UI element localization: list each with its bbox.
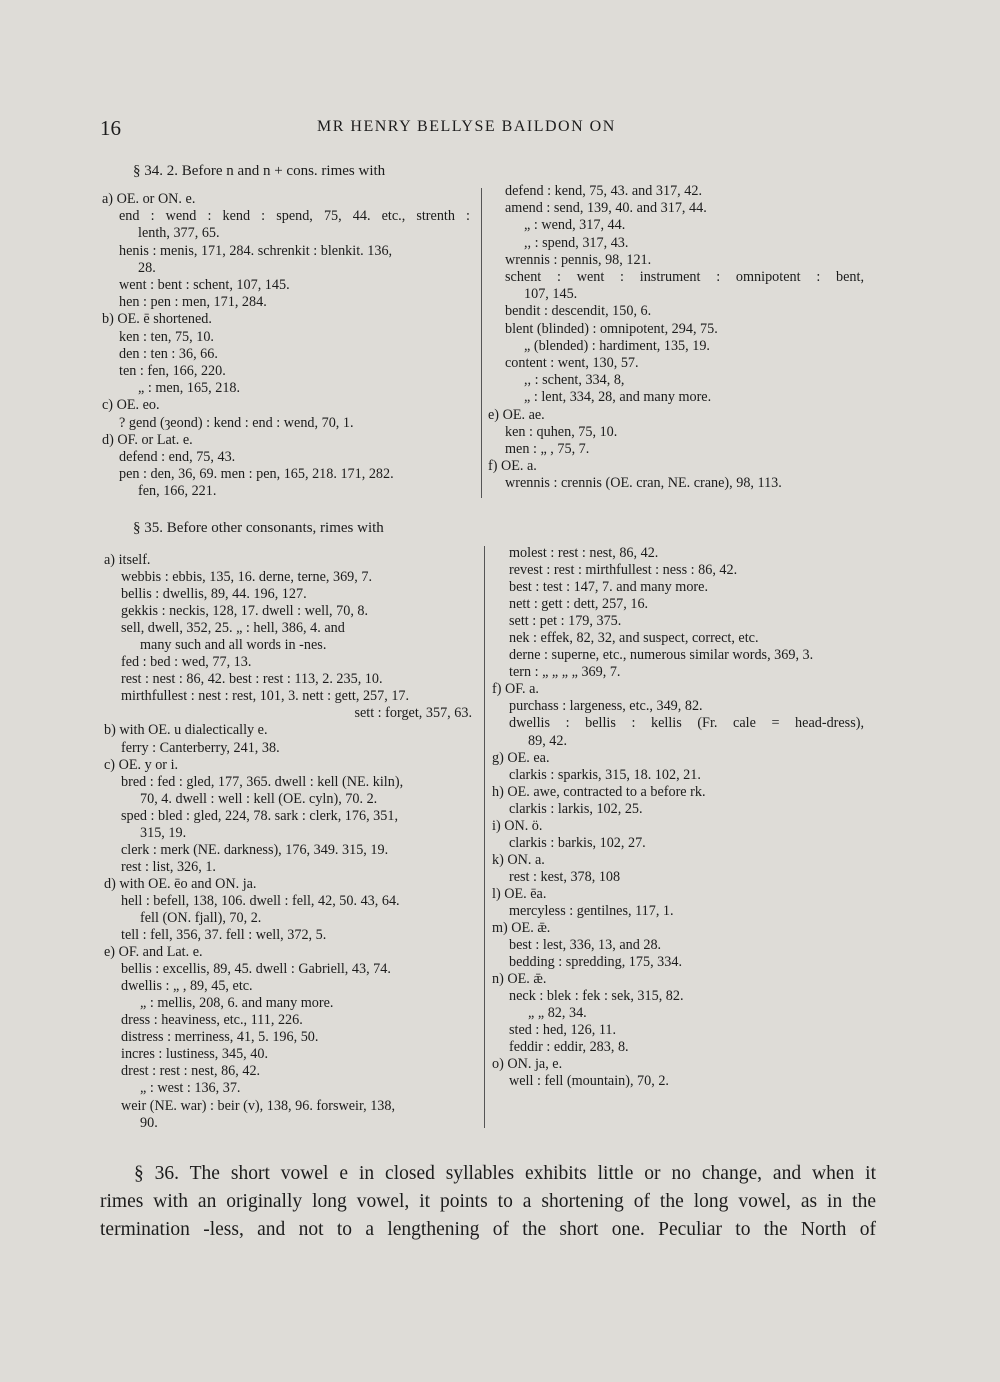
list-item: wrennis : crennis (OE. cran, NE. crane), 98, 113. xyxy=(505,475,782,492)
list-item: webbis : ebbis, 135, 16. derne, terne, 369, 7. xyxy=(121,569,372,586)
list-item: „ : men, 165, 218. xyxy=(138,380,241,397)
list-item: ,, : spend, 317, 43. xyxy=(524,234,629,251)
list-item: pen : den, 36, 69. men : pen, 165, 218. 171, 282. xyxy=(119,466,394,483)
list-item: n) OE. ǣ. xyxy=(492,971,547,988)
list-item: fen, 166, 221. xyxy=(138,483,217,500)
list-item: dwellis : bellis : kellis (Fr. cale = head-dress), xyxy=(509,715,864,732)
list-item: c) OE. eo. xyxy=(102,397,160,414)
column-divider xyxy=(484,546,485,1128)
list-item: dwellis : „ , 89, 45, etc. xyxy=(121,978,253,995)
list-item: clarkis : sparkis, 315, 18. 102, 21. xyxy=(509,766,701,783)
list-item: purchass : largeness, etc., 349, 82. xyxy=(509,698,703,715)
list-item: clerk : merk (NE. darkness), 176, 349. 315, 19. xyxy=(121,841,389,858)
list-item: „ : wend, 317, 44. xyxy=(524,217,626,234)
list-item: clarkis : barkis, 102, 27. xyxy=(509,834,646,851)
list-item: l) OE. ēa. xyxy=(492,885,547,902)
list-item: 107, 145. xyxy=(524,286,578,303)
list-item: sell, dwell, 352, 25. „ : hell, 386, 4. and xyxy=(121,620,345,637)
list-item: 90. xyxy=(140,1114,158,1131)
list-item: went : bent : schent, 107, 145. xyxy=(119,277,290,294)
list-item: end : wend : kend : spend, 75, 44. etc., strenth : xyxy=(119,208,470,225)
list-item: rest : list, 326, 1. xyxy=(121,858,216,875)
list-item: „ (blended) : hardiment, 135, 19. xyxy=(524,337,710,354)
list-item: d) with OE. ēo and ON. ja. xyxy=(104,875,257,892)
list-item: lenth, 377, 65. xyxy=(138,225,220,242)
list-item: incres : lustiness, 345, 40. xyxy=(121,1046,268,1063)
list-item: defend : end, 75, 43. xyxy=(119,449,236,466)
list-item: fell (ON. fjall), 70, 2. xyxy=(140,909,262,926)
list-item: mercyless : gentilnes, 117, 1. xyxy=(509,902,674,919)
list-item: tern : „ „ „ „ 369, 7. xyxy=(509,664,621,681)
list-item: bedding : spredding, 175, 334. xyxy=(509,954,682,971)
list-item: defend : kend, 75, 43. and 317, 42. xyxy=(505,183,703,199)
list-item: „ : west : 136, 37. xyxy=(140,1080,241,1097)
list-item: hell : befell, 138, 106. dwell : fell, 42, 50. 43, 64. xyxy=(121,892,400,909)
list-item: „ : mellis, 208, 6. and many more. xyxy=(140,995,334,1012)
list-item: f) OF. a. xyxy=(492,681,539,698)
list-item: many such and all words in -nes. xyxy=(140,637,327,654)
list-item: d) OF. or Lat. e. xyxy=(102,431,193,448)
list-item: e) OE. ae. xyxy=(488,406,545,423)
list-item: 315, 19. xyxy=(140,824,187,841)
list-item: 28. xyxy=(138,259,156,276)
list-item: mirthfullest : nest : rest, 101, 3. nett : gett, 257, 17. xyxy=(121,688,410,705)
list-item: m) OE. ǣ. xyxy=(492,920,551,937)
list-item: e) OF. and Lat. e. xyxy=(104,944,203,961)
list-item: k) ON. a. xyxy=(492,851,545,868)
list-item: g) OE. ea. xyxy=(492,749,550,766)
list-item: wrennis : pennis, 98, 121. xyxy=(505,251,652,268)
list-item: h) OE. awe, contracted to a before rk. xyxy=(492,783,706,800)
section-34-left-column xyxy=(102,191,470,501)
list-item: sted : hed, 126, 11. xyxy=(509,1022,617,1039)
list-item: bellis : excellis, 89, 45. dwell : Gabriell, 43, 74. xyxy=(121,961,391,978)
list-item: amend : send, 139, 40. and 317, 44. xyxy=(505,200,707,217)
list-item: a) OE. or ON. e. xyxy=(102,191,196,207)
list-item: gekkis : neckis, 128, 17. dwell : well, 70, 8. xyxy=(121,603,369,620)
page-number: 16 xyxy=(100,116,121,140)
list-item: schent : went : instrument : omnipotent : bent, xyxy=(505,269,864,286)
list-item: distress : merriness, 41, 5. 196, 50. xyxy=(121,1029,319,1046)
list-item: a) itself. xyxy=(104,552,151,568)
list-item: o) ON. ja, e. xyxy=(492,1056,563,1073)
running-head xyxy=(100,116,900,140)
list-item: content : went, 130, 57. xyxy=(505,355,639,372)
list-item: sped : bled : gled, 224, 78. sark : clerk, 176, 351, xyxy=(121,807,399,824)
list-item: molest : rest : nest, 86, 42. xyxy=(509,545,659,561)
list-item: „ : lent, 334, 28, and many more. xyxy=(524,389,712,406)
list-item: ferry : Canterberry, 241, 38. xyxy=(121,739,280,756)
list-item: hen : pen : men, 171, 284. xyxy=(119,294,267,311)
list-item: rest : nest : 86, 42. best : rest : 113, 2. 235, 10. xyxy=(121,671,383,688)
list-item: tell : fell, 356, 37. fell : well, 372, 5. xyxy=(121,927,327,944)
list-item: ,, : schent, 334, 8, xyxy=(524,372,625,389)
list-item: best : test : 147, 7. and many more. xyxy=(509,579,708,596)
list-item: fed : bed : wed, 77, 13. xyxy=(121,654,252,671)
list-item: dress : heaviness, etc., 111, 226. xyxy=(121,1012,303,1029)
list-item: nek : effek, 82, 32, and suspect, correct, etc. xyxy=(509,630,759,647)
list-item: sett : forget, 357, 63. xyxy=(354,705,472,722)
list-item: c) OE. y or i. xyxy=(104,756,179,773)
list-item: clarkis : larkis, 102, 25. xyxy=(509,800,643,817)
list-item: ken : quhen, 75, 10. xyxy=(505,423,618,440)
list-item: well : fell (mountain), 70, 2. xyxy=(509,1073,669,1090)
list-item: b) OE. ē shortened. xyxy=(102,311,212,328)
list-item: feddir : eddir, 283, 8. xyxy=(509,1039,629,1056)
paragraph-line: rimes with an originally long vowel, it points to a shortening of the long vowel, as in the xyxy=(100,1191,876,1212)
section-34-right-column xyxy=(488,183,864,493)
list-item: weir (NE. war) : beir (v), 138, 96. forsweir, 138, xyxy=(121,1097,396,1114)
list-item: derne : superne, etc., numerous similar words, 369, 3. xyxy=(509,647,814,664)
list-item: henis : menis, 171, 284. schrenkit : blenkit. 136, xyxy=(119,242,393,259)
list-item: 89, 42. xyxy=(528,732,568,749)
list-item: revest : rest : mirthfullest : ness : 86, 42. xyxy=(509,562,738,579)
running-title: MR HENRY BELLYSE BAILDON ON xyxy=(317,118,616,135)
list-item: bellis : dwellis, 89, 44. 196, 127. xyxy=(121,586,307,603)
section-36-paragraph xyxy=(100,1160,876,1244)
paragraph-line: termination -less, and not to a lengthening of the short one. Peculiar to the North of xyxy=(100,1219,876,1240)
list-item: f) OE. a. xyxy=(488,458,537,475)
list-item: ken : ten, 75, 10. xyxy=(119,328,214,345)
list-item: neck : blek : fek : sek, 315, 82. xyxy=(509,988,684,1005)
list-item: nett : gett : dett, 257, 16. xyxy=(509,596,649,613)
paragraph-line: § 36. The short vowel e in closed syllables exhibits little or no change, and when it xyxy=(134,1163,876,1184)
list-item: best : lest, 336, 13, and 28. xyxy=(509,937,662,954)
list-item: rest : kest, 378, 108 xyxy=(509,868,621,885)
section-35-heading: § 35. Before other consonants, rimes with xyxy=(133,520,384,536)
list-item: b) with OE. u dialectically e. xyxy=(104,722,268,739)
list-item: ? gend (ȝeond) : kend : end : wend, 70, 1. xyxy=(119,414,354,431)
list-item: bendit : descendit, 150, 6. xyxy=(505,303,652,320)
list-item: men : „ , 75, 7. xyxy=(505,441,590,458)
list-item: i) ON. ö. xyxy=(492,817,543,834)
list-item: „ „ 82, 34. xyxy=(528,1005,587,1022)
list-item: bred : fed : gled, 177, 365. dwell : kell (NE. kiln), xyxy=(121,773,404,790)
list-item: drest : rest : nest, 86, 42. xyxy=(121,1063,261,1080)
list-item: 70, 4. dwell : well : kell (OE. cyln), 70. 2. xyxy=(140,790,378,807)
list-item: sett : pet : 179, 375. xyxy=(509,613,622,630)
section-35-right-column xyxy=(492,545,864,1091)
list-item: blent (blinded) : omnipotent, 294, 75. xyxy=(505,320,718,337)
column-divider xyxy=(481,188,482,498)
list-item: den : ten : 36, 66. xyxy=(119,345,218,362)
section-35-left-column xyxy=(104,552,472,1132)
list-item: ten : fen, 166, 220. xyxy=(119,363,226,380)
section-34-heading: § 34. 2. Before n and n + cons. rimes with xyxy=(133,163,386,179)
